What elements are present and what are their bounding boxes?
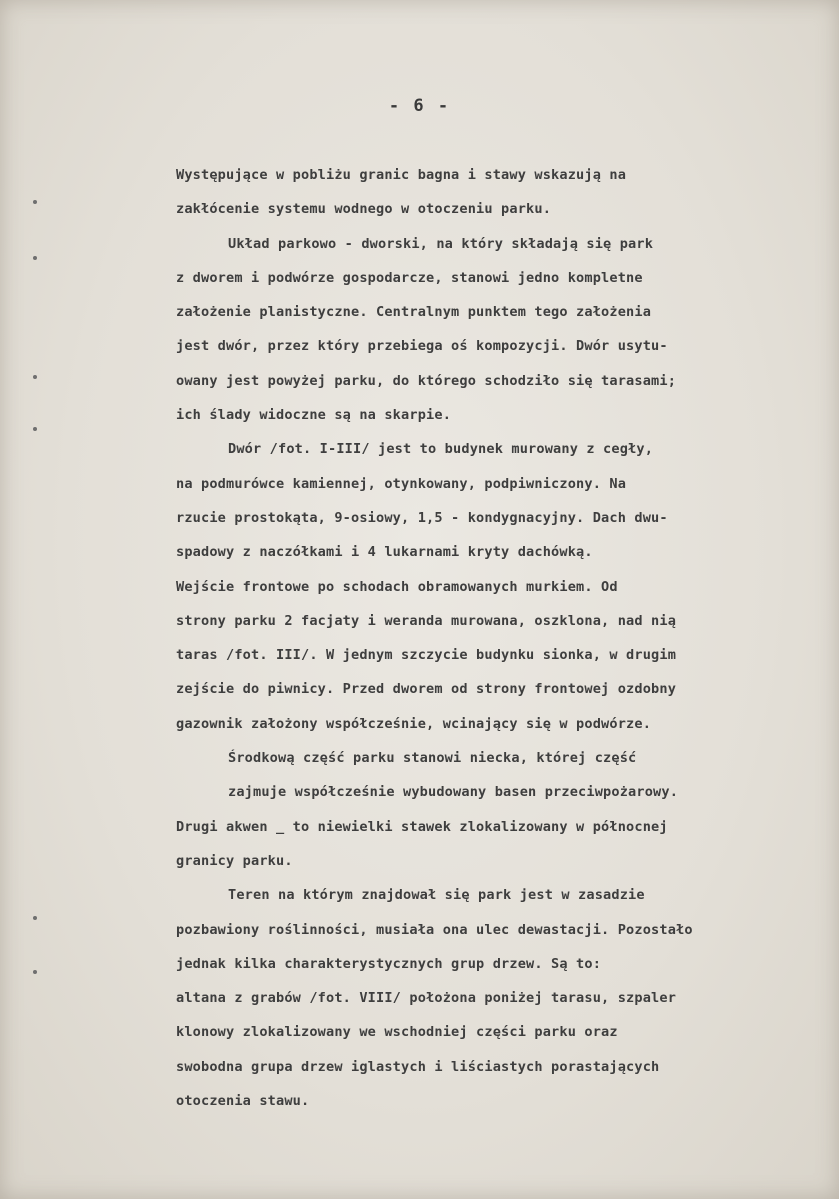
- margin-hole-mark: [33, 200, 37, 204]
- text-line: Dwór /fot. I-III/ jest to budynek murowany z cegły,: [228, 441, 654, 458]
- text-line: założenie planistyczne. Centralnym punktem tego założenia: [176, 304, 652, 321]
- text-line: otoczenia stawu.: [176, 1093, 310, 1110]
- text-line: zajmuje współcześnie wybudowany basen przeciwpożarowy.: [228, 784, 679, 801]
- text-line: granicy parku.: [176, 852, 293, 869]
- text-line: pozbawiony roślinności, musiała ona ulec dewastacji. Pozostało: [176, 921, 693, 938]
- margin-hole-mark: [33, 375, 37, 379]
- text-line: owany jest powyżej parku, do którego schodziło się tarasami;: [176, 372, 677, 389]
- text-line: ich ślady widoczne są na skarpie.: [176, 407, 452, 424]
- text-line: z dworem i podwórze gospodarcze, stanowi jedno kompletne: [176, 269, 643, 286]
- text-line: Środkową część parku stanowi niecka, której część: [228, 750, 637, 767]
- text-line: Teren na którym znajdował się park jest w zasadzie: [228, 887, 645, 904]
- text-line: rzucie prostokąta, 9-osiowy, 1,5 - kondygnacyjny. Dach dwu-: [176, 509, 668, 526]
- text-line: Drugi akwen _ to niewielki stawek zlokalizowany w północnej: [176, 818, 668, 835]
- text-line: taras /fot. III/. W jednym szczycie budynku sionka, w drugim: [176, 647, 677, 664]
- text-line: na podmurówce kamiennej, otynkowany, podpiwniczony. Na: [176, 475, 627, 492]
- margin-hole-mark: [33, 970, 37, 974]
- text-line: klonowy zlokalizowany we wschodniej części parku oraz: [176, 1024, 618, 1041]
- text-line: swobodna grupa drzew iglastych i liściastych porastających: [176, 1058, 660, 1075]
- text-line: altana z grabów /fot. VIII/ położona poniżej tarasu, szpaler: [176, 990, 677, 1007]
- text-line: gazownik założony współcześnie, wcinający się w podwórze.: [176, 715, 652, 732]
- text-line: jednak kilka charakterystycznych grup drzew. Są to:: [176, 955, 602, 972]
- margin-hole-mark: [33, 916, 37, 920]
- document-body: [176, 158, 816, 1118]
- text-line: zakłócenie systemu wodnego w otoczeniu parku.: [176, 201, 552, 218]
- text-line: Układ parkowo - dworski, na który składają się park: [228, 235, 654, 252]
- margin-hole-mark: [33, 427, 37, 431]
- text-line: Wejście frontowe po schodach obramowanych murkiem. Od: [176, 578, 618, 595]
- text-line: strony parku 2 facjaty i weranda murowana, oszklona, nad nią: [176, 612, 677, 629]
- margin-hole-mark: [33, 256, 37, 260]
- text-line: spadowy z naczółkami i 4 lukarnami kryty dachówką.: [176, 544, 593, 561]
- page-number: - 6 -: [388, 96, 451, 116]
- text-line: Występujące w pobliżu granic bagna i stawy wskazują na: [176, 167, 627, 183]
- text-line: zejście do piwnicy. Przed dworem od strony frontowej ozdobny: [176, 681, 677, 698]
- text-line: jest dwór, przez który przebiega oś kompozycji. Dwór usytu-: [176, 338, 668, 355]
